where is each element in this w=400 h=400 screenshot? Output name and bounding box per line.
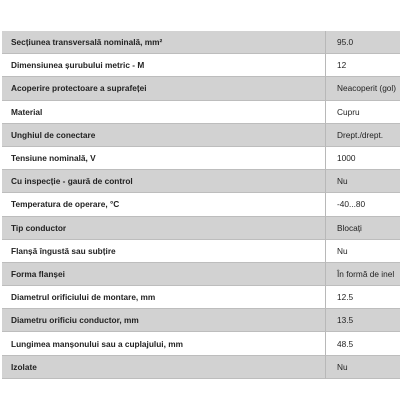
- table-row: [2, 309, 400, 332]
- spec-value: Nu: [326, 170, 400, 193]
- spec-label: Tip conductor: [2, 217, 326, 240]
- table-row: [2, 124, 400, 147]
- specifications-table: [2, 31, 400, 379]
- spec-value: 48.5: [326, 332, 400, 355]
- table-row: [2, 54, 400, 77]
- spec-label: Diametrul orificiului de montare, mm: [2, 286, 326, 309]
- table-row: [2, 356, 400, 379]
- table-row: [2, 170, 400, 193]
- table-row: [2, 77, 400, 100]
- spec-value: -40...80: [326, 193, 400, 216]
- spec-label: Temperatura de operare, °C: [2, 193, 326, 216]
- spec-label: Flanșă îngustă sau subțire: [2, 240, 326, 263]
- table-row: [2, 217, 400, 240]
- spec-value: 12.5: [326, 286, 400, 309]
- table-row: [2, 101, 400, 124]
- spec-label: Izolate: [2, 356, 326, 379]
- spec-value: Neacoperit (gol): [326, 77, 400, 100]
- spec-label: Acoperire protectoare a suprafeței: [2, 77, 326, 100]
- spec-value: Nu: [326, 356, 400, 379]
- spec-label: Dimensiunea șurubului metric - M: [2, 54, 326, 77]
- spec-value: Nu: [326, 240, 400, 263]
- table-row: [2, 147, 400, 170]
- table-row: [2, 286, 400, 309]
- spec-value: 12: [326, 54, 400, 77]
- spec-label: Material: [2, 101, 326, 124]
- spec-value: În formă de inel: [326, 263, 400, 286]
- table-row: [2, 193, 400, 216]
- spec-value: Cupru: [326, 101, 400, 124]
- spec-value: 13.5: [326, 309, 400, 332]
- spec-value: 95.0: [326, 31, 400, 54]
- spec-label: Lungimea manșonului sau a cuplajului, mm: [2, 332, 326, 355]
- spec-value: Blocați: [326, 217, 400, 240]
- table-row: [2, 263, 400, 286]
- spec-value: 1000: [326, 147, 400, 170]
- spec-label: Diametru orificiu conductor, mm: [2, 309, 326, 332]
- spec-label: Secțiunea transversală nominală, mm²: [2, 31, 326, 54]
- spec-label: Forma flanșei: [2, 263, 326, 286]
- spec-label: Unghiul de conectare: [2, 124, 326, 147]
- table-row: [2, 240, 400, 263]
- table-row: [2, 332, 400, 355]
- table-row: [2, 31, 400, 54]
- spec-label: Cu inspecție - gaură de control: [2, 170, 326, 193]
- spec-label: Tensiune nominală, V: [2, 147, 326, 170]
- spec-value: Drept./drept.: [326, 124, 400, 147]
